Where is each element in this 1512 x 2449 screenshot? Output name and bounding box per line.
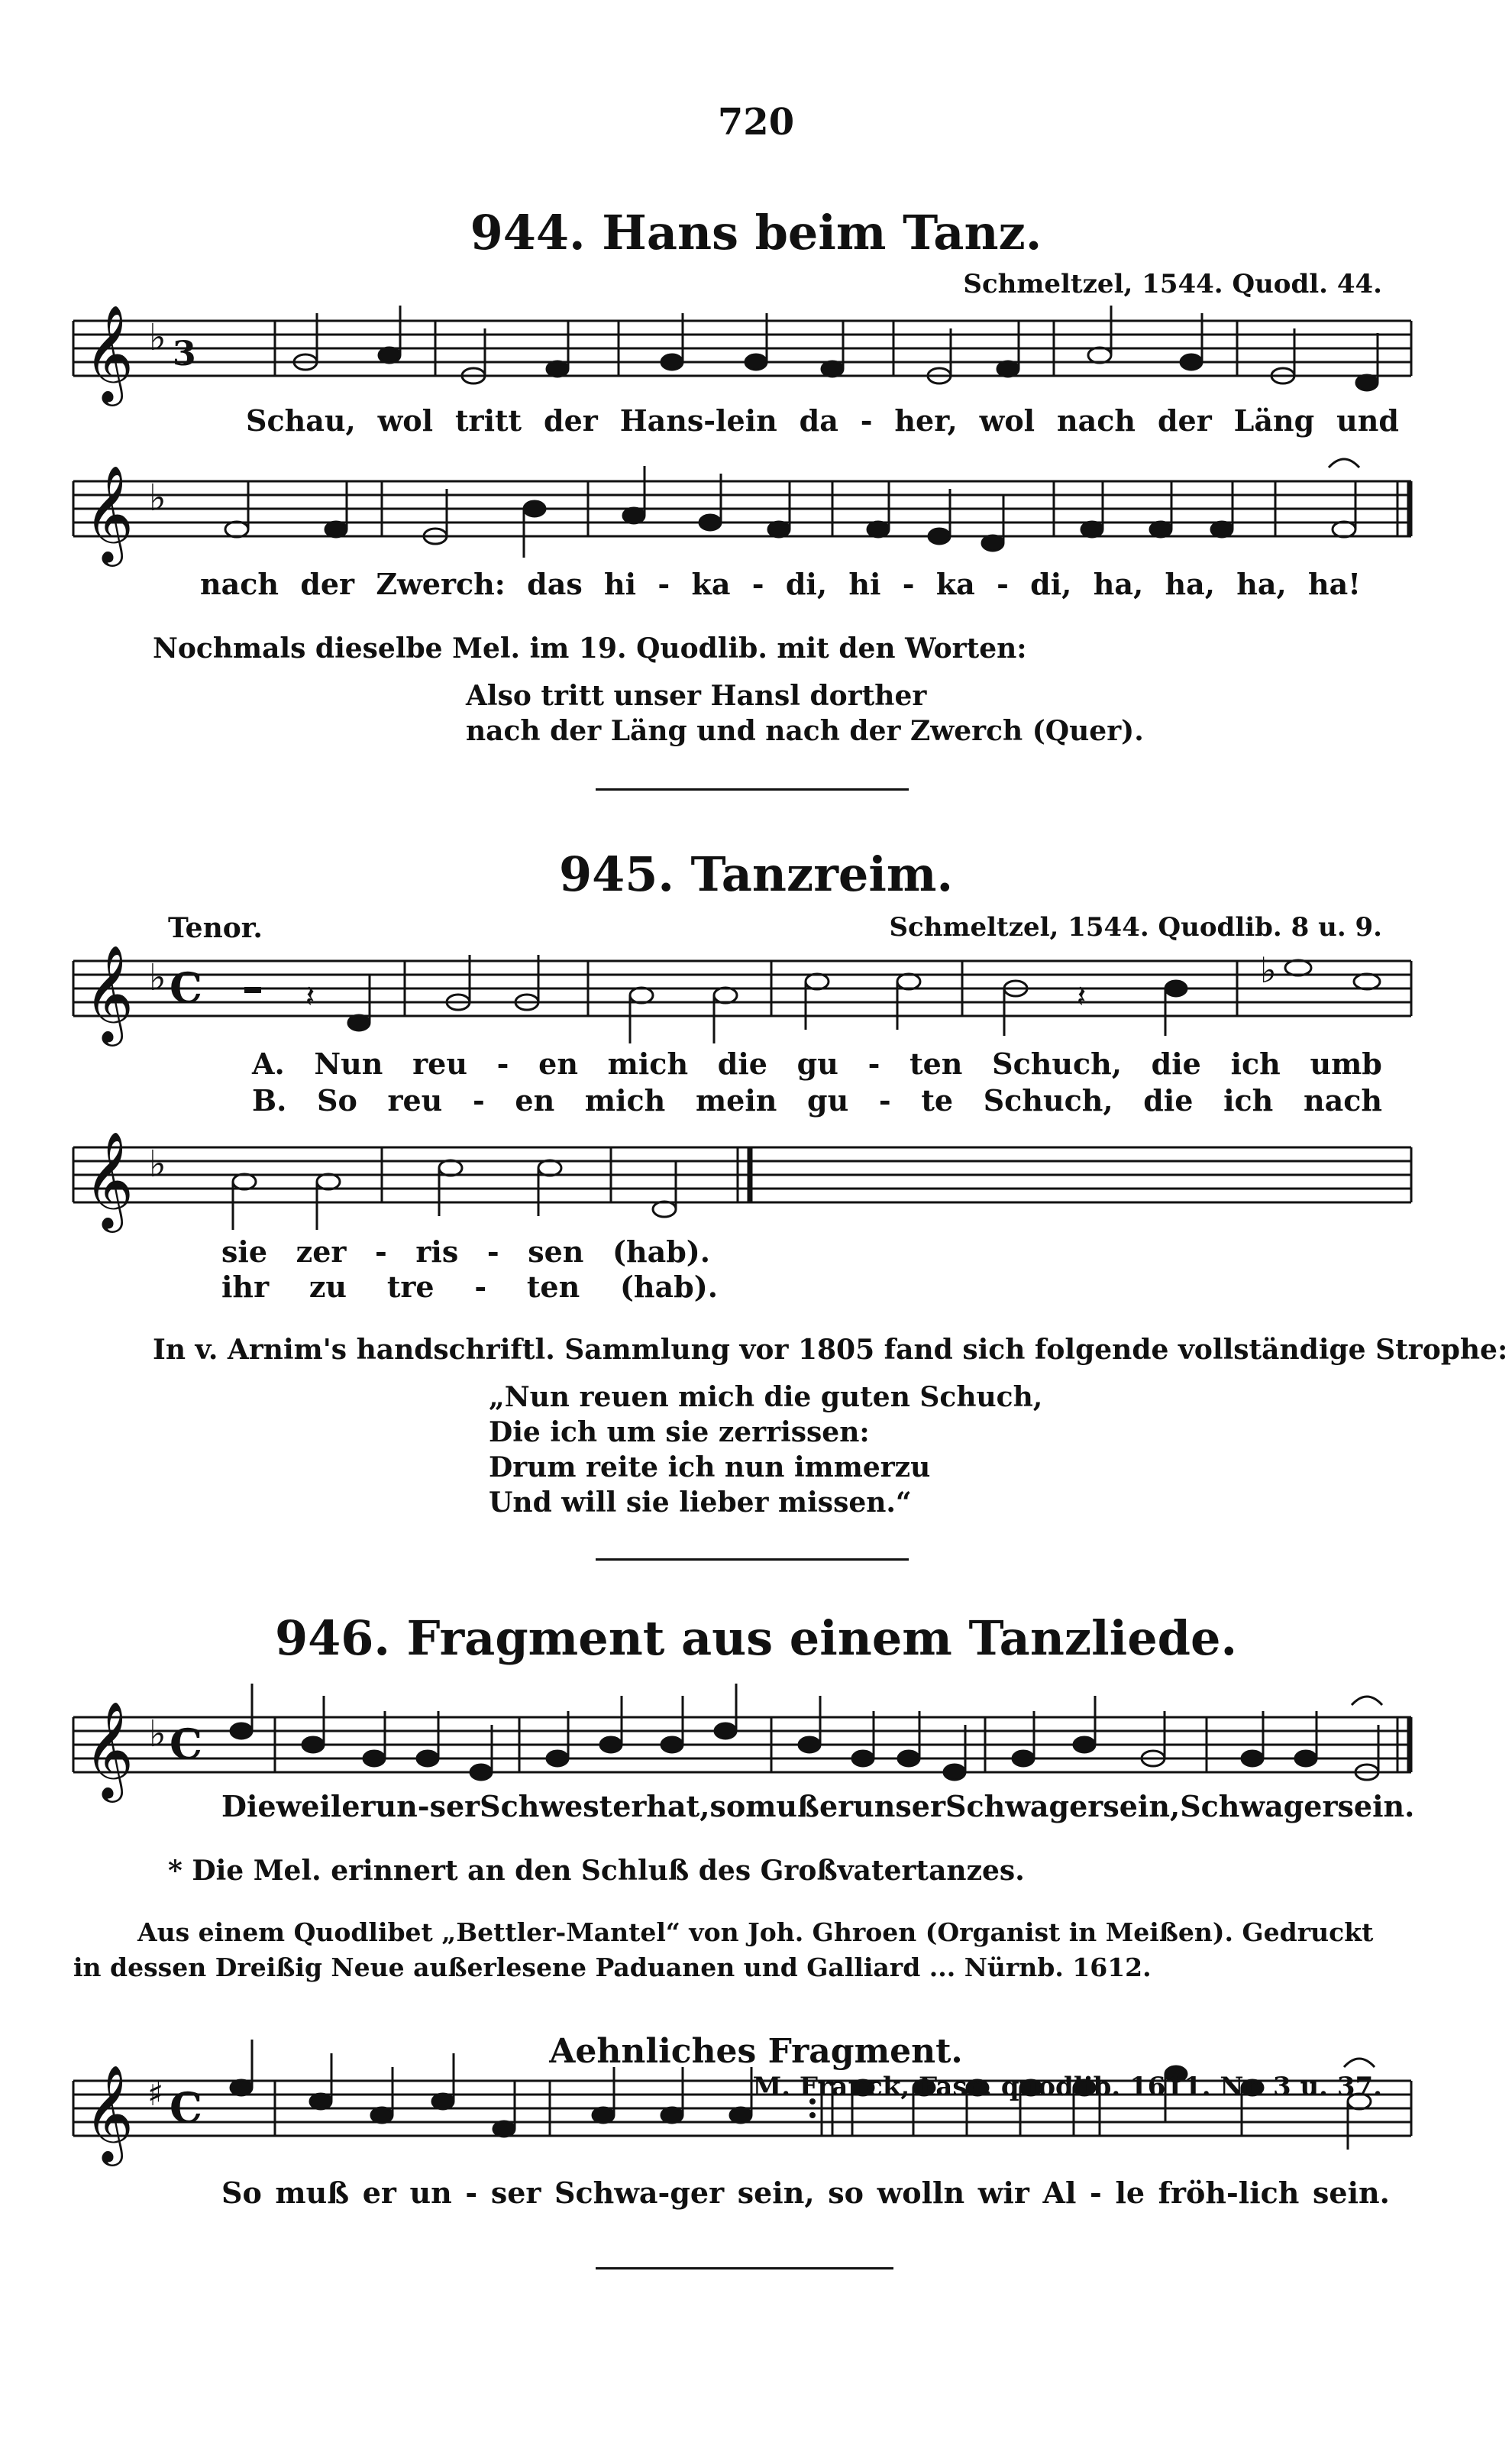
svg-text:𝄞: 𝄞 [84, 1131, 134, 1228]
svg-text:𝄞: 𝄞 [84, 304, 134, 402]
staff-946 [73, 1684, 1411, 1803]
staff-945-1 [73, 944, 1411, 1047]
svg-text:𝄞: 𝄞 [84, 2064, 134, 2162]
song-944-quote-line2: nach der Läng und nach der Zwerch (Quer). [466, 715, 1144, 747]
song-944-note: Nochmals dieselbe Mel. im 19. Quodlib. mit den Worten: [153, 632, 1027, 665]
svg-text:3: 3 [173, 335, 196, 374]
svg-text:𝄽: 𝄽 [1077, 979, 1087, 1014]
svg-text:♭: ♭ [149, 956, 166, 999]
svg-text:C: C [170, 2083, 202, 2132]
lyrics-945-b2: ihr zu tre - ten (hab). [221, 1270, 718, 1304]
lyrics-945-a1: A. Nun reu - en mich die gu - ten Schuch, die ich umb [252, 1047, 1382, 1081]
song-title: Fragment aus einem Tanzliede. [406, 1610, 1238, 1666]
svg-text:𝄽: 𝄽 [305, 979, 315, 1014]
song-946-note-line1: Aus einem Quodlibet „Bettler-Mantel“ von Joh. Ghroen (Organist in Meißen). Gedruckt [137, 1917, 1374, 1947]
staff-944-2 [73, 459, 1411, 567]
fragment-title: Aehnliches Fragment. [549, 2032, 963, 2071]
svg-text:♭: ♭ [1260, 950, 1277, 991]
svg-text:𝄞: 𝄞 [84, 944, 134, 1042]
section-divider [596, 1558, 909, 1561]
lyrics-945-a2: sie zer - ris - sen (hab). [221, 1234, 710, 1269]
song-number: 945. [558, 846, 674, 902]
svg-text:𝄞: 𝄞 [84, 464, 134, 562]
svg-text:♯: ♯ [147, 2075, 164, 2114]
lyrics-945-b1: B. So reu - en mich mein gu - te Schuch, die ich nach [252, 1083, 1382, 1118]
song-945-quote-line1: „Nun reuen mich die guten Schuch, [489, 1381, 1043, 1413]
svg-text:C: C [170, 1719, 202, 1768]
lyrics-944-line2: nach der Zwerch: das hi - ka - di, hi - ka - di, ha, ha, ha, ha! [200, 567, 1361, 601]
svg-text:𝄞: 𝄞 [84, 1700, 134, 1798]
voice-label: Tenor. [168, 912, 263, 944]
song-944-quote-line1: Also tritt unser Hansl dorther [466, 680, 927, 712]
song-945-quote-line4: Und will sie lieber missen.“ [489, 1487, 912, 1519]
lyrics-946: Die weil er un-ser Schwester hat, so muß er unser Schwager sein, Schwager sein. [221, 1789, 1415, 1823]
song-945-quote-line3: Drum reite ich nun immerzu [489, 1451, 931, 1483]
song-source: Schmeltzel, 1544. Quodlib. 8 u. 9. [889, 912, 1382, 943]
song-source: M. Franck, Fasc. quodlib. 1611. Nr. 3 u. 37. [752, 2072, 1382, 2102]
song-946-heading [0, 1610, 1512, 1666]
song-title: Tanzreim. [690, 846, 954, 902]
section-divider [596, 2267, 893, 2269]
lyrics-aehnliches: So muß er un - ser Schwa-ger sein, so wolln wir Al - le fröh-lich sein. [221, 2176, 1390, 2210]
svg-text:♭: ♭ [149, 1143, 166, 1186]
lyrics-944-line1: Schau, wol tritt der Hans-lein da - her, wol nach der Läng und [246, 403, 1399, 438]
song-946-footnote: * Die Mel. erinnert an den Schluß des Großvatertanzes. [168, 1855, 1025, 1887]
song-945-quote-line2: Die ich um sie zerrissen: [489, 1416, 870, 1448]
song-number: 946. [274, 1610, 390, 1666]
song-title: Hans beim Tanz. [602, 205, 1042, 260]
staff-944-1 [73, 304, 1411, 406]
staff-945-2 [73, 1131, 1411, 1233]
section-divider [596, 788, 909, 791]
svg-text:C: C [170, 963, 202, 1012]
song-946-note-line2: in dessen Dreißig Neue außerlesene Paduanen und Galliard ... Nürnb. 1612. [73, 1952, 1152, 1982]
svg-text:♭: ♭ [149, 477, 166, 519]
svg-text:♭: ♭ [149, 1713, 166, 1755]
song-945-heading [0, 846, 1512, 902]
svg-text:♭: ♭ [149, 316, 166, 359]
page-number: 720 [717, 101, 795, 144]
song-source: Schmeltzel, 1544. Quodl. 44. [963, 269, 1382, 299]
song-number: 944. [470, 205, 586, 260]
song-945-note: In v. Arnim's handschriftl. Sammlung vor 1805 fand sich folgende vollständige Strophe: [153, 1334, 1508, 1366]
